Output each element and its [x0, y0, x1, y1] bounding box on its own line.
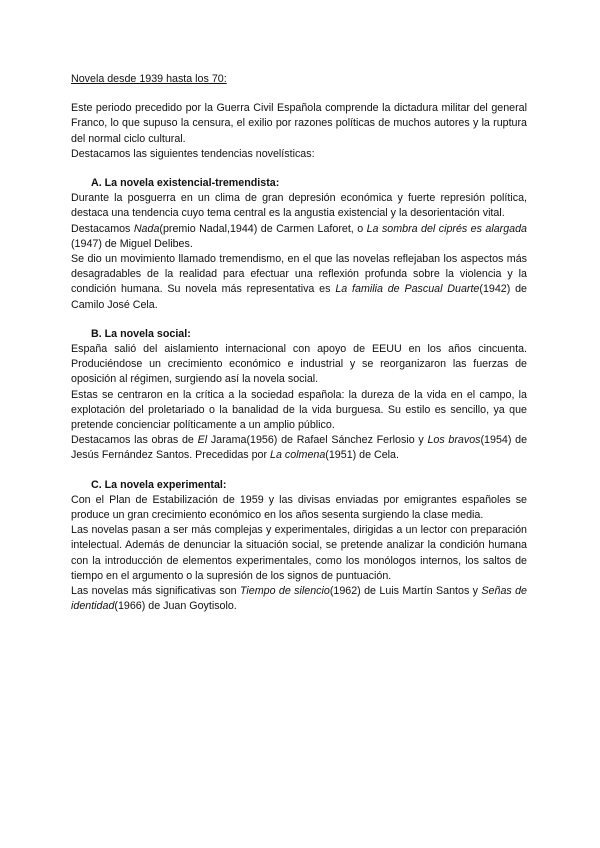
title-nada: Nada: [133, 222, 160, 235]
intro-paragraph: Este periodo precedido por la Guerra Civil Española comprende la dictadura militar del general Franco, lo que supuso la censura, el exilio por razones políticas de muchos autores y la ruptura del normal ciclo cultural.: [71, 102, 527, 145]
section-c-p2: Las novelas pasan a ser más complejas y experimentales, dirigidas a un lector con preparación intelectual. Además de denunciar la situación social, se pretende analizar la condición humana con la introducción de elementos experimentales, como los monólogos internos, los saltos de tiempo en el argumento o la supresión de los signos de puntuación.: [71, 524, 527, 582]
title-la-sombra: La sombra del ciprés es alargada: [366, 222, 527, 235]
section-b-p2: Estas se centraron en la crítica a la sociedad española: la dureza de la vida en el campo, la explotación del proletariado o la banalidad de la vida burguesa. Su estilo es sencillo, ya que pretende concienciar políticamente a un amplio público.: [71, 388, 527, 432]
section-c-p1: Con el Plan de Estabilización de 1959 y las divisas enviadas por emigrantes españoles se produce un gran crecimiento económico en los años sesenta surgiendo la clase media.: [71, 493, 527, 522]
section-b-body: [71, 342, 527, 464]
section-c-heading: C. La novela experimental:: [91, 478, 227, 491]
section-b-p3: Destacamos las obras de El Jarama(1956) de Rafael Sánchez Ferlosio y Los bravos(1954) de Jesús Fernández Santos. Precedidas por La colmena(1951) de Cela.: [71, 434, 528, 462]
document-title: Novela desde 1939 hasta los 70:: [71, 73, 227, 85]
title-senas-de-identidad: Señas de identidad: [71, 585, 527, 613]
section-a-p1: Durante la posguerra en un clima de gran depresión económica y fuerte represión política, destaca una tendencia cuyo tema central es la angustia existencial y la desorientación vital.: [71, 192, 527, 220]
title-la-colmena: La colmena: [270, 449, 326, 462]
section-a-body: [71, 191, 527, 313]
section-b-heading: B. La novela social:: [91, 327, 191, 340]
section-a-p3: Se dio un movimiento llamado tremendismo, en el que las novelas reflejaban los aspectos más desagradables de la realidad para efectuar una reflexión profunda sobre la violencia y la condición humana. Su novela más representativa es La familia de Pascual Duarte(1942) de Camilo José Cela.: [71, 253, 527, 311]
title-pascual-duarte: La familia de Pascual Duarte: [335, 283, 480, 296]
title-tiempo-de-silencio: Tiempo de silencio: [239, 585, 330, 598]
title-los-bravos: Los bravos: [427, 434, 481, 447]
section-a-heading: A. La novela existencial-tremendista:: [91, 177, 280, 190]
section-b-p1: España salió del aislamiento internacional con apoyo de EEUU en los años cincuenta. Produciéndose un crecimiento económico e industrial y se reorganizaron las fuerzas de oposición al régimen, surgiendo así la novela social.: [71, 343, 527, 386]
section-c-body: [71, 493, 527, 615]
title-el-jarama: El: [197, 434, 208, 447]
section-c-p3: Las novelas más significativas son Tiempo de silencio(1962) de Luis Martín Santos y Señas de identidad(1966) de Juan Goytisolo.: [71, 585, 527, 613]
section-a-p2: Destacamos Nada(premio Nadal,1944) de Carmen Laforet, o La sombra del ciprés es alargada (1947) de Miguel Delibes.: [71, 222, 527, 250]
document-page: [71, 72, 527, 615]
intro-tendencies: Destacamos las siguientes tendencias novelísticas:: [71, 147, 315, 160]
